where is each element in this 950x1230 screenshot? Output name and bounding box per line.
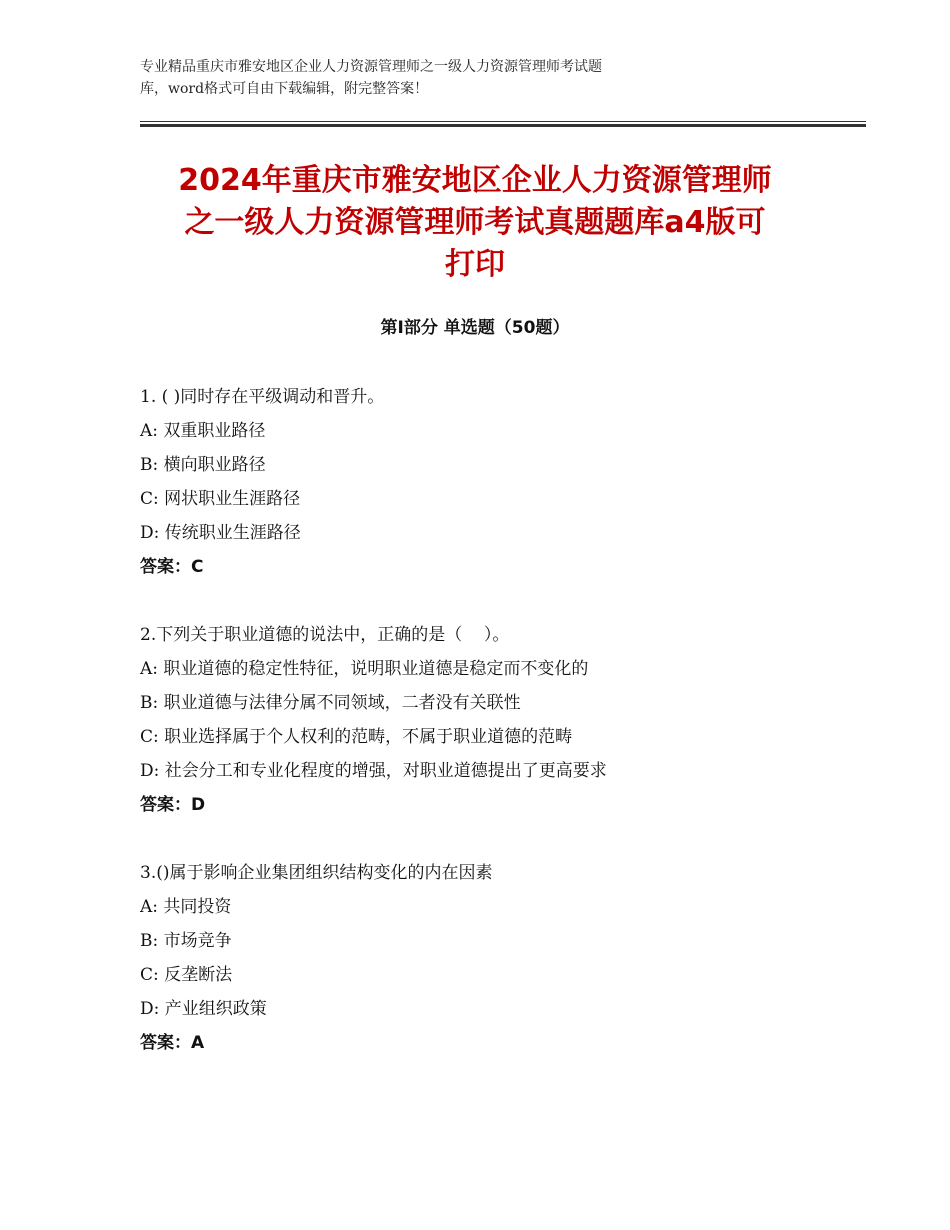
question-stem: 2.下列关于职业道德的说法中，正确的是（ ）。 — [140, 625, 510, 645]
title-line-2: 之一级人力资源管理师考试真题题库a4版可 — [184, 205, 766, 240]
document-title — [120, 160, 830, 286]
header-note-line-2: 库，word格式可自由下载编辑，附完整答案！ — [140, 81, 429, 97]
option-b: B: 市场竞争 — [140, 931, 232, 951]
question-list — [140, 380, 830, 1094]
answer: 答案：D — [140, 795, 206, 815]
title-line-3: 打印 — [445, 247, 505, 282]
title-line-1: 2024年重庆市雅安地区企业人力资源管理师 — [178, 163, 772, 198]
section-title: 第Ⅰ部分 单选题（50题） — [380, 318, 570, 338]
option-c: C: 反垄断法 — [140, 965, 233, 985]
option-c: C: 职业选择属于个人权利的范畴，不属于职业道德的范畴 — [140, 727, 573, 747]
header-rule-thin — [140, 121, 866, 122]
question-2 — [140, 618, 830, 822]
option-a: A: 双重职业路径 — [140, 421, 266, 441]
question-stem: 1. ( )同时存在平级调动和晋升。 — [140, 387, 385, 407]
question-3 — [140, 856, 830, 1060]
option-a: A: 职业道德的稳定性特征，说明职业道德是稳定而不变化的 — [140, 659, 589, 679]
option-a: A: 共同投资 — [140, 897, 232, 917]
option-b: B: 横向职业路径 — [140, 455, 266, 475]
header-note — [140, 56, 800, 100]
header-note-line-1: 专业精品重庆市雅安地区企业人力资源管理师之一级人力资源管理师考试题 — [140, 59, 602, 75]
question-1 — [140, 380, 830, 584]
option-d: D: 传统职业生涯路径 — [140, 523, 301, 543]
header-rule-thick — [140, 124, 866, 127]
question-stem: 3.()属于影响企业集团组织结构变化的内在因素 — [140, 863, 493, 883]
option-d: D: 产业组织政策 — [140, 999, 267, 1019]
option-c: C: 网状职业生涯路径 — [140, 489, 301, 509]
option-d: D: 社会分工和专业化程度的增强，对职业道德提出了更高要求 — [140, 761, 607, 781]
answer: 答案：A — [140, 1033, 205, 1053]
option-b: B: 职业道德与法律分属不同领域，二者没有关联性 — [140, 693, 521, 713]
answer: 答案：C — [140, 557, 204, 577]
